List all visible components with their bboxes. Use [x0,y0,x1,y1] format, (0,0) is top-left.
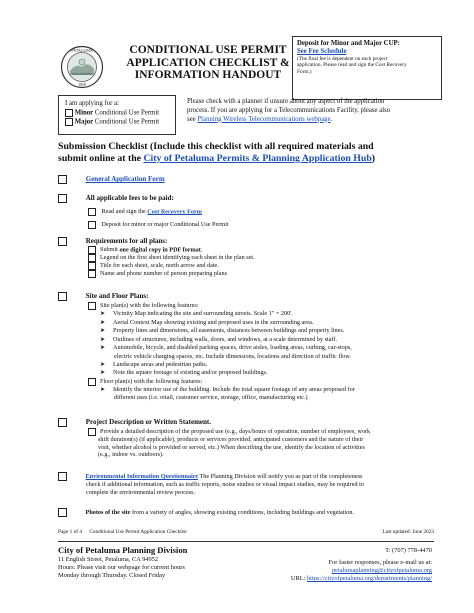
floor-feature-continuation [100,394,355,402]
deposit-note [297,56,437,75]
site-feature-text: Note the square footage of existing and/or proposed buildings. [113,369,268,377]
footer-days: Monday through Thursday. Closed Friday [58,572,166,579]
arrow-bullet-icon: ➤ [100,370,106,377]
plans-sub-2 [88,254,255,262]
project-description-body [88,428,370,459]
site-floor-heading: Site and Floor Plans: [85,292,149,301]
checklist-fees [58,194,174,203]
pdf-text-bold: one digital copy in PDF format [119,246,201,254]
site-feature-text: Vicinity Map indicating the site and surrounding streets. Scale 1" = 200'. [113,310,293,318]
photos-bold: Photos of the site [85,508,131,516]
footer-updated: Last updated: June 2023 [382,529,434,535]
footer-address: 11 English Street, Petaluma, CA 94952 [58,556,159,563]
checklist-general-form [58,175,165,184]
applying-label: I am applying for a: [65,100,119,107]
site-plan-features [88,310,355,378]
site-plan-checkbox[interactable] [88,302,96,310]
project-line-text: shift duration(s) (if applicable), products or services provided, anticipated customers and the nature of their [98,436,364,444]
site-feature-text: Aerial Context Map showing existing and proposed uses in the surrounding area. [113,318,314,326]
checklist-site-floor [58,292,148,301]
plans-sub-4 [88,270,255,278]
page-number: Page 1 of 4 [58,529,82,535]
deposit-checkbox[interactable] [88,221,96,229]
arrow-bullet-icon: ➤ [100,361,106,368]
title-scale-checkbox[interactable] [88,262,96,270]
legend-text: Legend on the first sheet identifying each sheet in the plan set. [100,254,255,262]
site-plan-sublist [88,302,355,402]
checklist-environmental [58,472,458,496]
project-line-text: (e.g., indoor vs. outdoors). [98,451,164,459]
fees-checkbox[interactable] [58,194,67,203]
env-line-1 [58,472,458,481]
arrow-bullet-icon: ➤ [100,336,106,343]
major-option-text: Conditional Use Permit [93,118,160,126]
project-description-checkbox[interactable] [58,418,67,427]
minor-option[interactable] [65,109,169,118]
document-title [118,44,298,82]
deposit-box [292,36,442,100]
pdf-text-post: . [200,246,203,254]
city-seal-logo [60,45,104,89]
plans-sub-3 [88,262,255,270]
general-form-checkbox[interactable] [58,175,67,184]
site-feature-item [100,361,355,370]
site-feature-text: Automobile, bicycle, and disabled parking spaces, drive aisles, loading areas, curbing, car-stops, [113,344,352,352]
submission-heading-line-1: Submission Checklist (Include this checklist with all required materials and [58,141,374,152]
deposit-note-line: Form.) [297,68,312,75]
footer-phone: T: (707) 778-4470 [385,547,432,554]
footer-divider [58,541,434,542]
intro-line-3-pre: see [187,115,198,123]
site-feature-text: electric vehicle charging spaces, etc. Include dimensions, locations and direction of traffic flow. [114,352,351,360]
major-option-bold: Major [74,118,94,126]
submission-heading-line-2 [58,153,458,165]
environmental-questionnaire-link[interactable]: Environmental Information Questionnaire [85,472,199,480]
site-feature-text: Landscape areas and pedestrian paths. [113,360,208,368]
pdf-checkbox[interactable] [88,246,96,254]
checklist-plans [58,237,167,246]
plans-sublist [88,246,255,278]
fees-sub-deposit [88,221,229,229]
footer-left [58,545,187,580]
project-description-heading: Project Description or Written Statement. [85,418,212,427]
floor-feature-text: Identify the interior use of the building. Include the total square footage of any areas proposed for [113,385,355,393]
project-line-text: visit, whether alcohol is provided or served, etc.) When describing the use, identify the location of activities [98,443,365,451]
site-plan-text: Site plan(s) with the following features: [100,302,199,310]
project-line-text: Provide a detailed description of the proposed use (e.g., days/hours of operation, number of employees, work [100,428,371,436]
svg-text:1858: 1858 [78,83,86,87]
deposit-text: Deposit for minor or major Conditional Use Permit [101,221,229,229]
wireless-telecom-link[interactable]: Planning Wireless Telecommunications webpage [197,115,331,123]
svg-text:PETALUMA: PETALUMA [71,47,93,53]
arrow-bullet-icon: ➤ [100,311,106,318]
footer-email-link[interactable]: petalumaplanning@cityofpetaluma.org [331,567,432,574]
major-checkbox[interactable] [65,118,73,126]
url-label: URL: [290,575,307,582]
footer-hours: Hours: Please visit our webpage for current hours [58,564,185,571]
floor-plan-sub [88,378,355,386]
environmental-checkbox[interactable] [58,472,67,481]
division-name: City of Petaluma Planning Division [58,545,188,555]
deposit-note-line: (The final fee is dependent on each project [297,56,388,62]
project-line [88,428,370,436]
minor-option-text: Conditional Use Permit [93,109,160,117]
site-plan-sub [88,302,355,310]
env-line-1-text: The Planning Division will notify you as part of the completeness [198,472,363,480]
cost-recovery-text: Read and sign the [101,208,148,216]
title-scale-text: Title for each sheet, scale, north arrow and date. [100,262,219,270]
arrow-bullet-icon: ➤ [100,386,106,393]
plans-checkbox[interactable] [58,237,67,246]
arrow-bullet-icon: ➤ [100,345,106,352]
fee-schedule-link[interactable]: See Fee Schedule [297,48,347,55]
applying-box [58,95,176,135]
major-option[interactable] [65,118,169,127]
env-line-3: complete the environmental review process. [86,488,196,496]
floor-plan-checkbox[interactable] [88,378,96,386]
pdf-text-pre: Submit [100,246,120,254]
checklist-project-description [58,418,211,427]
title-line-2: APPLICATION CHECKLIST & [126,56,290,69]
plans-heading: Requirements for all plans: [85,237,168,246]
arrow-bullet-icon: ➤ [100,328,106,335]
minor-option-bold: Minor [74,109,94,117]
preparer-text: Name and phone number of person preparing plans [100,270,227,278]
intro-paragraph [187,98,447,124]
fees-sub-cost-recovery [88,208,202,216]
footer-page-info [58,529,187,535]
site-feature-item [100,369,355,378]
fees-heading: All applicable fees to be paid: [85,194,174,203]
minor-checkbox[interactable] [65,109,73,117]
application-hub-link[interactable]: City of Petaluma Permits & Planning Application Hub [143,153,372,164]
title-line-1: CONDITIONAL USE PERMIT [129,44,287,56]
site-feature-text: Property lines and dimensions, all easements, distances between buildings and property lines. [113,327,345,335]
photos-text: from a variety of angles, showing existing conditions, including buildings and vegetation. [130,508,354,516]
footer-url-line [291,575,432,583]
site-feature-item [100,319,355,328]
site-feature-item [100,336,355,345]
cost-recovery-link[interactable]: Cost Recovery Form [147,208,202,216]
footer-right [291,547,432,583]
site-feature-text: Outlines of structures, including walls, doors, and windows, at a scale determined by staff. [113,335,337,343]
floor-plan-features [88,386,355,402]
site-feature-item [100,310,355,319]
submission-heading-post: ) [371,153,376,164]
site-feature-item [100,327,355,336]
general-form-link[interactable]: General Application Form [85,175,165,184]
photos-checkbox[interactable] [58,508,67,517]
floor-plan-text: Floor plan(s) with the following features: [100,378,203,386]
submission-heading [58,141,458,165]
footer-url-link[interactable]: https://cityofpetaluma.org/departments/planning/ [306,575,432,582]
intro-line-3-post: . [330,115,333,123]
submission-heading-pre: submit online at the [58,153,144,164]
footer-contact: For faster responses, please e-mail us at: [328,559,432,566]
deposit-title: Deposit for Minor and Major CUP: [297,40,400,47]
legend-checkbox[interactable] [88,254,96,262]
deposit-note-line: application. Please read and sign the Cost Recovery [297,62,407,69]
intro-line-2: process. If you are applying for a Telecommunications Facility, please also [187,106,391,114]
checklist-photos [58,508,354,517]
env-line-2: check if additional information, such as traffic reports, noise studies or visual impact studies, may be required to [86,481,364,488]
project-detail-checkbox[interactable] [88,428,96,436]
floor-feature-text: different uses (i.e. retail, customer service, storage, office, manufacturing etc.) [114,394,308,402]
preparer-checkbox[interactable] [88,270,96,278]
site-feature-continuation [100,353,355,361]
site-feature-item [100,344,355,353]
intro-line-1: Please check with a planner if unsure about any aspect of the application [187,98,385,105]
footer-doc-title: Conditional Use Permit Application Checklist [89,529,187,535]
site-floor-checkbox[interactable] [58,292,67,301]
cost-recovery-checkbox[interactable] [88,208,96,216]
floor-feature-item [100,386,355,395]
plans-sub-1 [88,246,255,254]
intro-line-3 [187,116,447,125]
title-line-3: INFORMATION HANDOUT [134,69,282,81]
arrow-bullet-icon: ➤ [100,319,106,326]
